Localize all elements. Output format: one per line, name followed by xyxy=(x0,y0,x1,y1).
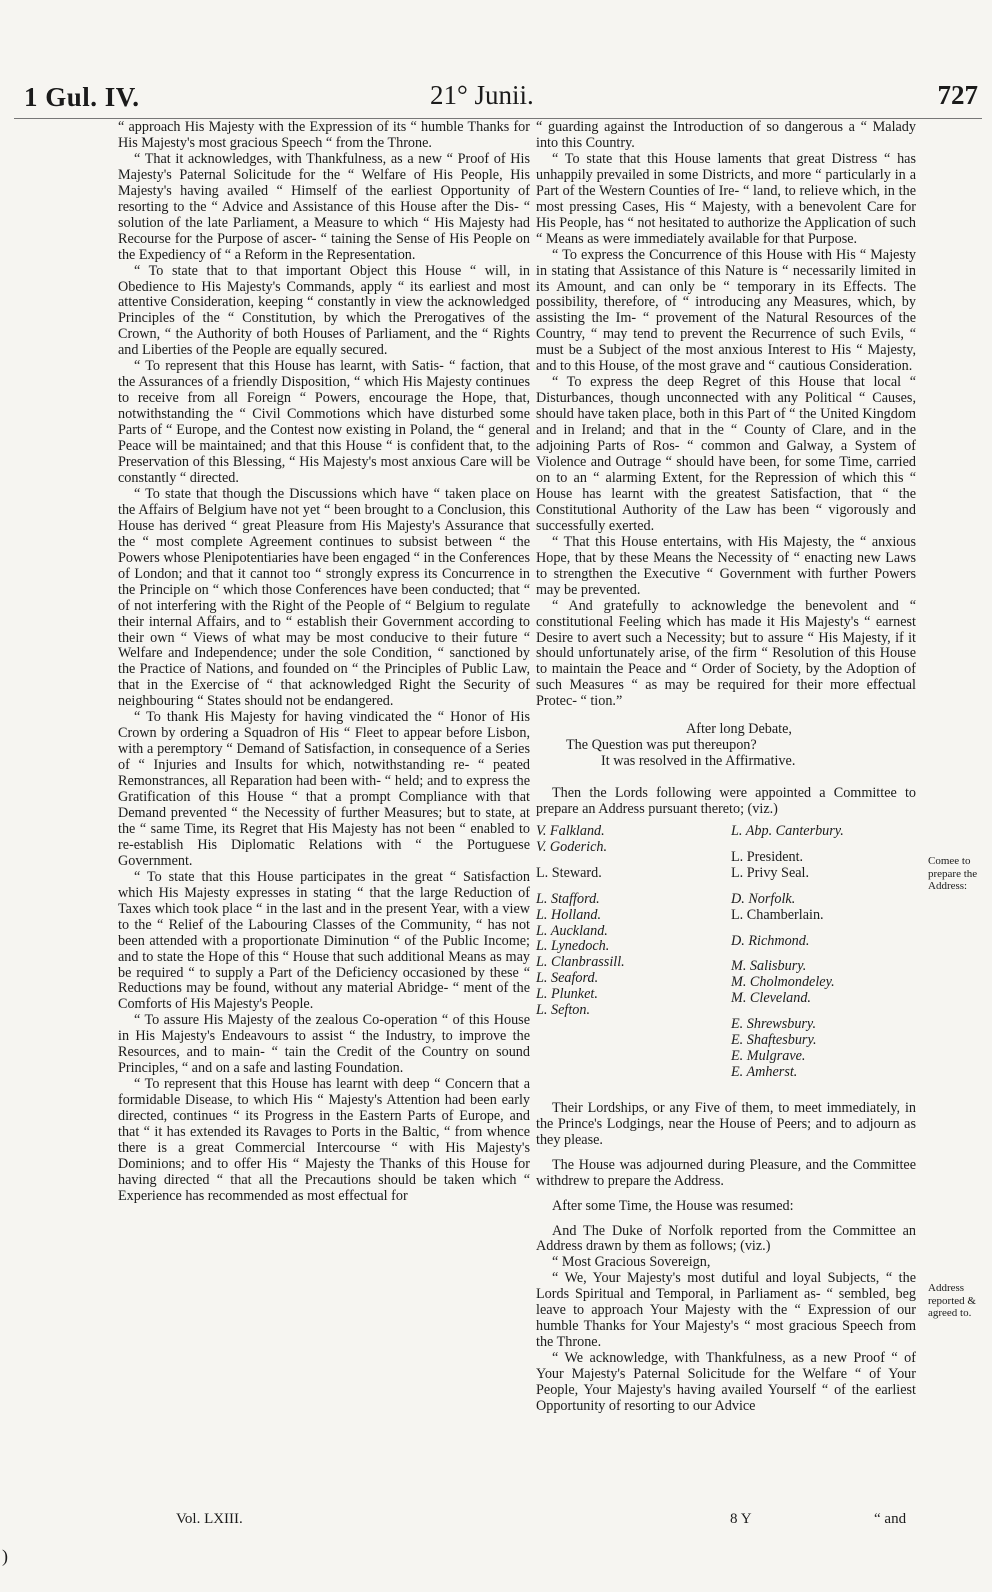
left-paragraph: “ approach His Majesty with the Expression of its “ humble Thanks for His Majesty's most gracious Speech “ from the Throne. xyxy=(118,119,530,151)
lord-name: D. Norfolk. xyxy=(731,890,796,907)
binding-mark: ) xyxy=(2,1546,8,1566)
lord-name: L. Clanbrassill. xyxy=(536,954,625,971)
left-paragraph: “ To state that though the Discussions which have “ taken place on the Affairs of Belgium have not yet “ been brought to a Conclusion, this House has derived “ great Pleasure from His Majesty's Assurance that the “ most complete Agreement continues to subsist between “ the Powers whose Plenipotentiaries have been engaged “ in the Conferences of London; and that it cannot too “ strongly express its Concurrence in the Principle on “ which those Conferences have been conducted; that “ of not interfering with the Right of the People of “ Belgium to regulate their internal Affairs, and to “ establish their Government according to their own “ Views of what may be most conducive to their future “ Welfare and Independence; under the sole Condition, “ sanctioned by the Practice of Nations, and founded on “ the Principles of Public Law, that in the Exercise of “ that acknowledged Right the Security of neighbouring “ States should not be endangered. xyxy=(118,485,530,710)
header-regnal-year: 1 Gul. IV. xyxy=(24,82,140,112)
left-paragraph: “ To state that to that important Object this House “ will, in Obedience to His Majesty's Commands, apply “ its earliest and most attentive Consideration, keeping “ constantly in view the acknowledged Principles of the “ Constitution, by which the Prerogatives of the Crown, “ the Authority of both Houses of Parliament, and the “ Rights and Liberties of the People are equally secured. xyxy=(118,262,530,359)
committee-intro: Then the Lords following were appointed a Committee to prepare an Address pursuant thereto; (viz.) xyxy=(536,785,916,818)
lord-name: L. Stafford. xyxy=(536,890,600,907)
lord-name: E. Mulgrave. xyxy=(731,1048,806,1064)
right-column xyxy=(536,120,916,1415)
margin-note-address: Address reported & agreed to. xyxy=(928,1282,976,1319)
header-date: 21° Junii. xyxy=(430,80,534,110)
right-paragraph: “ And gratefully to acknowledge the benevolent and “ constitutional Feeling which has made it His Majesty's “ earnest Desire to avert such a Necessity; but to assure “ His Majesty, if it should unfortunately arise, of the firm “ Resolution of this House to maintain the Peace and “ Order of Society, by the Adoption of such Measures “ as may be required for their more effectual Protec- “ tion.” xyxy=(536,597,916,710)
address-paragraph: “ We, Your Majesty's most dutiful and loyal Subjects, “ the Lords Spiritual and Temporal, in Parliament as- “ sembled, beg leave to approach Your Majesty with the “ Expression of our humble Thanks for Your Majesty's “ most gracious Speech from the Throne. xyxy=(536,1270,916,1351)
footer-signature-mark: 8 Y xyxy=(730,1511,752,1527)
margin-note-committee: Comee to prepare the Address: xyxy=(928,855,978,892)
lord-name: M. Cholmondeley. xyxy=(731,974,835,991)
left-paragraph: “ To thank His Majesty for having vindicated the “ Honor of His Crown by ordering a Squadron of His “ Fleet to appear before Lisbon, with a peremptory “ Demand of Satisfaction, in consequence of a Series of “ Injuries and Insults for which, notwithstanding re- “ peated Remonstrances, all Reparation had been with- “ held; and to express the Gratification of this House “ that a prompt Compliance with that Demand prevented “ the Necessity of further Measures; but to state, at the “ same Time, its Regret that His Majesty has not been “ enabled to re-establish His Diplomatic Relations with “ the Portuguese Government. xyxy=(118,709,530,869)
debate-line: After long Debate, xyxy=(686,721,792,738)
right-paragraph: “ To express the Concurrence of this House with His “ Majesty in stating that Assistance of this Nature is “ necessarily limited in its Amount, and can only be “ temporary in its Effects. The possibility, therefore, of “ introducing any Measures, which, by assisting the Im- “ provement of the Natural Resources of the Country, “ may tend to prevent the Recurrence of such Evils, “ must be a Subject of the most anxious Interest to His “ Majesty, and to this House, of the most grave and “ cautious Consideration. xyxy=(536,246,916,375)
lord-name: M. Salisbury. xyxy=(731,958,807,975)
left-paragraph: “ To state that this House participates in the great “ Satisfaction which His Majesty expresses in stating “ that the large Reduction of Taxes which took place “ in the last and in the present Year, with a view to the “ Relief of the Labouring Classes of the Community, “ has not been attended with a proportionate Diminution “ of the Public Income; and to state the Hope of this “ House that such additional Means as may be required “ to supply a Part of the Deficiency occasioned by these “ Reductions may be found, without any material Abridge- “ ment of the Comforts of His Majesty's People. xyxy=(118,868,530,1013)
lord-name: L. Seaford. xyxy=(536,970,599,987)
lord-name: L. Plunket. xyxy=(536,986,598,1003)
lord-name: L. Steward. xyxy=(536,864,602,881)
lords-group xyxy=(536,824,721,856)
lords-group xyxy=(731,959,916,1007)
lord-name: L. Lynedoch. xyxy=(536,938,610,955)
header-page-number: 727 xyxy=(937,80,978,110)
right-paragraph: “ To state that this House laments that great Distress “ has unhappily prevailed in some Districts, and more “ particularly in a Part of the Western Counties of Ire- “ land, to relieve which, in the most pressing Cases, His “ Majesty, with a benevolent Care for His People, has “ not hesitated to authorize the Application of such “ Means as were immediately available for that Purpose. xyxy=(536,150,916,247)
committee-lords-list xyxy=(536,824,916,1091)
lords-group xyxy=(536,892,721,1019)
right-paragraph: “ guarding against the Introduction of so dangerous a “ Malady into this Country. xyxy=(536,119,916,151)
resumption-note: After some Time, the House was resumed: xyxy=(552,1197,794,1214)
adjournment-note: The House was adjourned during Pleasure, and the Committee withdrew to prepare the Address. xyxy=(536,1156,916,1189)
debate-result xyxy=(536,722,916,770)
lord-name: L. Abp. Canterbury. xyxy=(731,823,844,840)
lords-group xyxy=(731,850,916,882)
lord-name: E. Shaftesbury. xyxy=(731,1032,817,1049)
left-paragraph: “ To represent that this House has learnt with deep “ Concern that a formidable Disease, to which His “ Majesty's Attention had been early directed, continues “ its Progress in the Eastern Parts of Europe, and that “ it has extended its Ravages to Ports in the Baltic, “ from whence there is a great Commercial Intercourse “ with His Majesty's Dominions; and to offer His “ Majesty the Thanks of this House for having directed “ that all the Precautions should be taken which “ Experience has recommended as most effectual for xyxy=(118,1076,530,1204)
lord-name: V. Goderich. xyxy=(536,838,608,855)
left-paragraph: “ That it acknowledges, with Thankfulness, as a new “ Proof of His Majesty's Paternal Solicitude for the “ Welfare of His People, His Majesty's having availed “ Himself of the earliest Opportunity of resorting to the “ Advice and Assistance of this House after the Dis- “ solution of the late Parliament, a Measure to which “ His Majesty had Recourse for the Purpose of ascer- “ taining the Sense of His People on the Expediency of “ a Reform in the Representation. xyxy=(118,150,530,263)
report-note: And The Duke of Norfolk reported from the Committee an Address drawn by them as follows; (viz.) xyxy=(536,1222,916,1255)
lords-group xyxy=(731,824,916,840)
footer-volume: Vol. LXIII. xyxy=(176,1511,243,1527)
lords-group xyxy=(731,1017,916,1081)
lords-group xyxy=(731,934,916,950)
meeting-instruction: Their Lordships, or any Five of them, to meet immediately, in the Prince's Lodgings, near the House of Peers; and to adjourn as they please. xyxy=(536,1099,916,1148)
lord-name: D. Richmond. xyxy=(731,932,810,949)
right-paragraph: “ That this House entertains, with His Majesty, the “ anxious Hope, that by these Means the Necessity of “ enacting new Laws to strengthen the Executive “ Government with further Powers may be prevented. xyxy=(536,533,916,598)
footer-catchword: “ and xyxy=(874,1511,907,1527)
lord-name: E. Amherst. xyxy=(731,1063,798,1080)
lords-right-column xyxy=(721,824,916,1091)
lord-name: L. Sefton. xyxy=(536,1002,590,1019)
lords-left-column xyxy=(536,824,721,1091)
lord-name: L. Chamberlain. xyxy=(731,906,824,923)
lord-name: L. Holland. xyxy=(536,906,602,923)
question-line: The Question was put thereupon? xyxy=(566,737,757,754)
left-column xyxy=(118,120,530,1205)
lord-name: L. President. xyxy=(731,848,804,865)
left-paragraph: “ To assure His Majesty of the zealous Co-operation “ of this House in His Majesty's Endeavours to assist “ the Industry, to improve the Resources, and to main- “ tain the Credit of the Country on sound Principles, “ and on a safe and lasting Foundation. xyxy=(118,1012,530,1077)
lord-name: L. Privy Seal. xyxy=(731,864,810,881)
lord-name: L. Auckland. xyxy=(536,922,608,939)
address-paragraph: “ We acknowledge, with Thankfulness, as a new Proof “ of Your Majesty's Paternal Solicitude for the Welfare “ of Your People, Your Majesty's having availed Yourself “ of the earliest Opportunity of resorting to our Advice xyxy=(536,1350,916,1415)
lords-group xyxy=(536,866,721,882)
lord-name: V. Falkland. xyxy=(536,823,605,840)
lord-name: E. Shrewsbury. xyxy=(731,1016,816,1033)
lord-name: M. Cleveland. xyxy=(731,990,811,1007)
right-paragraph: “ To express the deep Regret of this House that local “ Disturbances, though unconnected with any Political “ Causes, should have taken place, both in this Part of “ the United Kingdom and in Ireland; and that in the “ County of Clare, and in the adjoining Parts of Ros- “ common and Galway, a System of Violence and Outrage “ should have been, for some Time, carried on to an “ alarming Extent, for the Repression of which this “ House has learnt with the greatest Satisfaction, that “ the Constitutional Authority of the Law has been “ vigorously and successfully exerted. xyxy=(536,374,916,534)
resolution-line: It was resolved in the Affirmative. xyxy=(601,753,796,770)
lords-group xyxy=(731,892,916,924)
left-paragraph: “ To represent that this House has learnt, with Satis- “ faction, that the Assurances of a friendly Disposition, “ which His Majesty continues to receive from all Foreign “ Powers, encourage the Hope, that, notwithstanding the “ Civil Commotions which have disturbed some Parts of “ Europe, and the Contest now existing in Poland, the “ general Peace will be maintained; and that this House “ is confident that, to the Preservation of this Blessing, “ His Majesty's most anxious Care will be constantly “ directed. xyxy=(118,358,530,486)
address-salutation: “ Most Gracious Sovereign, xyxy=(552,1254,711,1271)
